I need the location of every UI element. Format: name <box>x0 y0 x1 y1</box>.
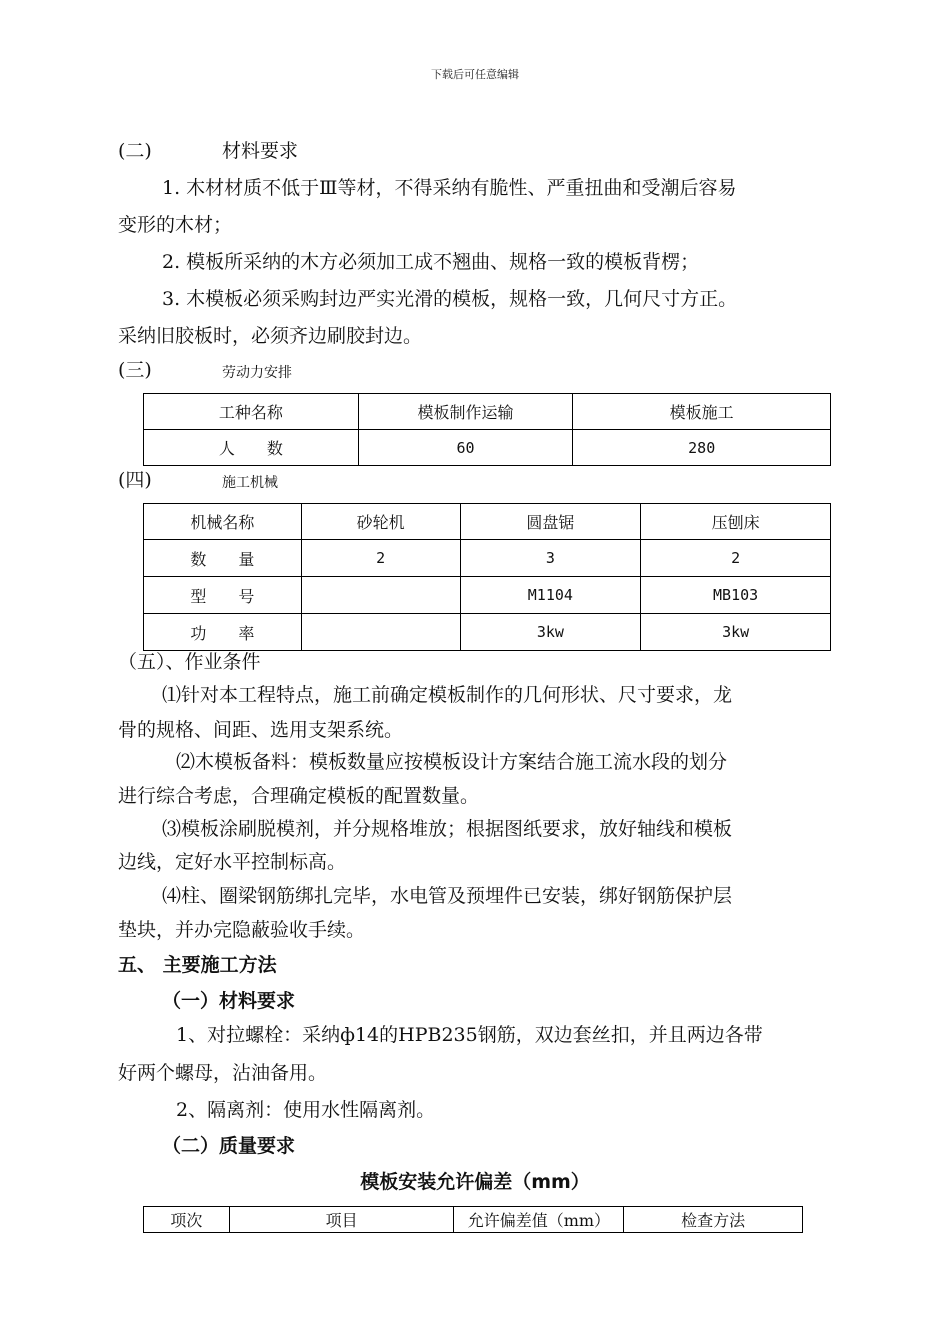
condition-1-line-1: ⑴针对本工程特点，施工前确定模板制作的几何形状、尺寸要求，龙 <box>162 684 733 706</box>
machine-table <box>143 503 831 651</box>
machine-header-cell: 圆盘锯 <box>460 504 641 540</box>
labor-table-row <box>144 430 831 466</box>
labor-table-header-row <box>144 394 831 430</box>
tolerance-header-cell: 项目 <box>229 1207 454 1233</box>
material-item-1-line-2: 变形的木材； <box>118 214 233 236</box>
labor-header-cell: 工种名称 <box>144 394 359 430</box>
material-item-2: 2. 模板所采纳的木方必须加工成不翘曲、规格一致的模板背楞； <box>162 251 700 273</box>
section-5-title: （五）、作业条件 <box>118 651 261 673</box>
machine-cell: M1104 <box>460 577 641 614</box>
machine-cell <box>301 614 460 651</box>
section-3-number: (三) <box>118 359 152 381</box>
section-4-title: 施工机械 <box>222 475 278 491</box>
page-header: 下载后可任意编辑 <box>431 68 519 81</box>
machine-header-cell: 机械名称 <box>144 504 302 540</box>
condition-4-line-1: ⑷柱、圈梁钢筋绑扎完毕，水电管及预埋件已安装，绑好钢筋保护层 <box>162 885 733 907</box>
material-item-1-line-1: 1. 木材材质不低于Ⅲ等材，不得采纳有脆性、严重扭曲和受潮后容易 <box>162 177 737 199</box>
machine-cell: 功 率 <box>144 614 302 651</box>
labor-header-cell: 模板制作运输 <box>358 394 573 430</box>
machine-cell: 3 <box>460 540 641 577</box>
machine-header-cell: 压刨床 <box>641 504 831 540</box>
labor-table <box>143 393 831 466</box>
section-2-title: 材料要求 <box>222 140 299 162</box>
condition-2-line-1: ⑵木模板备料：模板数量应按模板设计方案结合施工流水段的划分 <box>176 751 728 773</box>
machine-cell: MB103 <box>641 577 831 614</box>
tolerance-header-cell: 项次 <box>144 1207 230 1233</box>
subheading-materials: （一）材料要求 <box>162 990 296 1012</box>
method-item-1-line-1: 1、对拉螺栓：采纳ф14的HPB235钢筋，双边套丝扣，并且两边各带 <box>176 1024 763 1046</box>
subheading-quality: （二）质量要求 <box>162 1135 296 1157</box>
condition-1-line-2: 骨的规格、间距、选用支架系统。 <box>118 719 404 741</box>
machine-cell <box>301 577 460 614</box>
material-item-3-line-2: 采纳旧胶板时，必须齐边刷胶封边。 <box>118 325 423 347</box>
machine-cell: 3kw <box>460 614 641 651</box>
labor-header-cell: 模板施工 <box>573 394 831 430</box>
machine-cell: 型 号 <box>144 577 302 614</box>
labor-cell: 280 <box>573 430 831 466</box>
machine-cell: 3kw <box>641 614 831 651</box>
labor-cell: 人 数 <box>144 430 359 466</box>
tolerance-header-cell: 允许偏差值（mm） <box>454 1207 624 1233</box>
main-heading-5: 五、 主要施工方法 <box>118 954 277 976</box>
section-4-number: (四) <box>118 469 152 491</box>
condition-3-line-2: 边线，定好水平控制标高。 <box>118 851 347 873</box>
tolerance-header-cell: 检查方法 <box>624 1207 803 1233</box>
tolerance-table-title: 模板安装允许偏差（mm） <box>360 1171 590 1193</box>
machine-table-header-row <box>144 504 831 540</box>
condition-2-line-2: 进行综合考虑，合理确定模板的配置数量。 <box>118 785 480 807</box>
machine-header-cell: 砂轮机 <box>301 504 460 540</box>
condition-4-line-2: 垫块，并办完隐蔽验收手续。 <box>118 919 366 941</box>
machine-cell: 数 量 <box>144 540 302 577</box>
machine-table-row <box>144 577 831 614</box>
section-3-title: 劳动力安排 <box>222 365 292 381</box>
tolerance-table-header-row <box>144 1207 803 1233</box>
method-item-1-line-2: 好两个螺母，沾油备用。 <box>118 1062 328 1084</box>
method-item-2: 2、隔离剂：使用水性隔离剂。 <box>176 1099 436 1121</box>
machine-cell: 2 <box>301 540 460 577</box>
machine-cell: 2 <box>641 540 831 577</box>
material-item-3-line-1: 3. 木模板必须采购封边严实光滑的模板，规格一致，几何尺寸方正。 <box>162 288 738 310</box>
machine-table-row <box>144 540 831 577</box>
condition-3-line-1: ⑶模板涂刷脱模剂，并分规格堆放；根据图纸要求，放好轴线和模板 <box>162 818 733 840</box>
tolerance-table <box>143 1206 803 1233</box>
labor-cell: 60 <box>358 430 573 466</box>
section-2-number: (二) <box>118 140 152 162</box>
